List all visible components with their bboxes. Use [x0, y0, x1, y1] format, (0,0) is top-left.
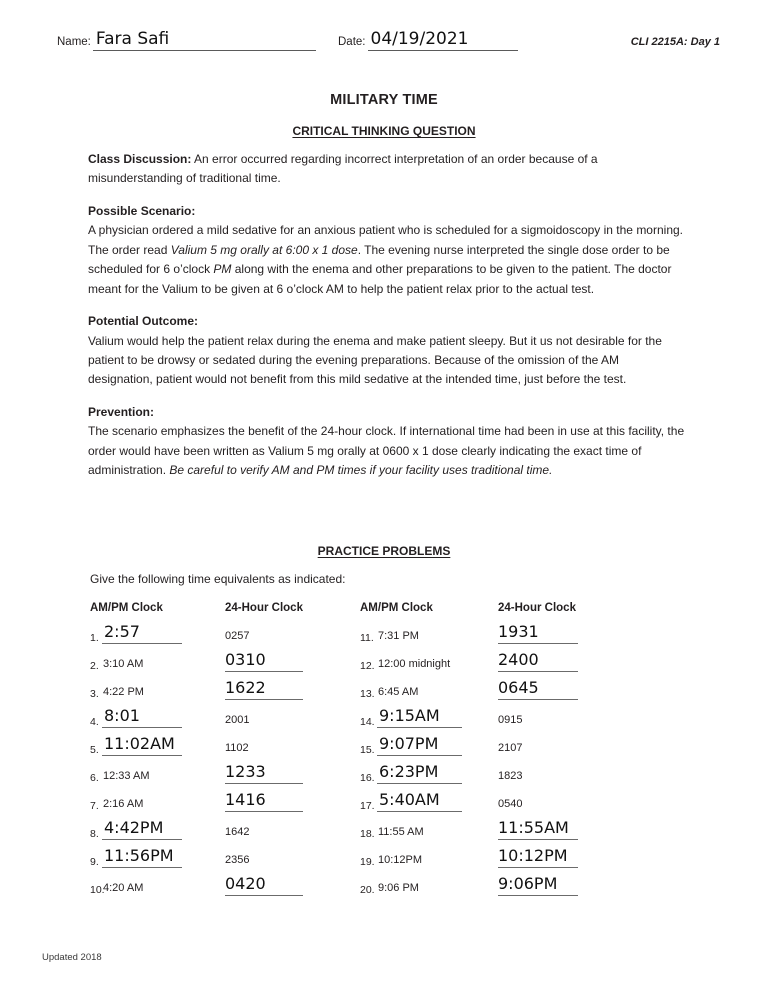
problem-number: 9.	[90, 855, 99, 868]
given-value: 0257	[225, 630, 250, 642]
problem-number: 14.	[360, 715, 375, 728]
problem-row	[0, 760, 768, 788]
given-value: 0540	[498, 798, 523, 810]
problem-cell-military[interactable]	[498, 620, 648, 648]
problem-cell-military	[498, 732, 648, 760]
practice-problems-title	[0, 544, 768, 558]
problem-row	[0, 704, 768, 732]
problem-number: 13.	[360, 687, 375, 700]
name-input-line[interactable]	[93, 29, 316, 51]
column-header-ampm-1: AM/PM Clock	[90, 602, 163, 614]
given-value: 3:10 AM	[103, 658, 144, 670]
answer-value: 9:07PM	[379, 734, 439, 753]
prevention-italic-note: Be careful to verify AM and PM times if your facility uses traditional time.	[169, 463, 553, 478]
problem-row	[0, 648, 768, 676]
given-value: 1823	[498, 770, 523, 782]
answer-value: 9:15AM	[379, 706, 440, 725]
class-discussion-paragraph	[88, 150, 686, 189]
column-header-24hour-2: 24-Hour Clock	[498, 602, 576, 614]
problem-number: 12.	[360, 659, 375, 672]
class-discussion-section	[88, 150, 686, 189]
answer-underline	[498, 643, 578, 644]
possible-scenario-part3: along with the enema and other preparations to be given to the patient. The doctor meant for the Valium to be given at 6 o’clock AM to help the patient relax prior to the actual test.	[88, 262, 672, 296]
answer-underline	[498, 867, 578, 868]
problem-cell-ampm	[360, 872, 498, 900]
given-value: 1102	[225, 742, 249, 754]
problem-cell-ampm[interactable]	[360, 732, 498, 760]
date-field[interactable]	[338, 29, 518, 51]
date-underline	[368, 50, 518, 51]
problem-number: 16.	[360, 771, 375, 784]
answer-value: 9:06PM	[498, 874, 558, 893]
date-input-line[interactable]	[368, 29, 518, 51]
answer-value: 2:57	[104, 622, 140, 641]
answer-underline	[377, 755, 462, 756]
problem-cell-military	[498, 760, 648, 788]
possible-scenario-section	[88, 202, 686, 299]
prevention-section	[88, 403, 686, 481]
prevention-heading: Prevention:	[88, 404, 155, 419]
answer-value: 0310	[225, 650, 266, 669]
problem-row	[0, 620, 768, 648]
answer-value: 2400	[498, 650, 539, 669]
answer-underline	[498, 671, 578, 672]
class-discussion-lead: Class Discussion:	[88, 152, 192, 166]
prevention-paragraph	[88, 422, 686, 480]
problem-number: 17.	[360, 799, 375, 812]
given-value: 0915	[498, 714, 523, 726]
possible-scenario-pm-italic: PM	[213, 262, 232, 277]
problem-cell-ampm[interactable]	[360, 760, 498, 788]
answer-value: 11:55AM	[498, 818, 569, 837]
given-value: 2107	[498, 742, 523, 754]
problem-row	[0, 732, 768, 760]
problem-number: 10.	[90, 883, 105, 896]
problem-cell-military[interactable]	[498, 648, 648, 676]
answer-value: 1416	[225, 790, 266, 809]
problem-cell-ampm	[360, 648, 498, 676]
problem-row	[0, 676, 768, 704]
practice-column-headers	[0, 602, 768, 618]
problem-cell-military[interactable]	[498, 816, 648, 844]
problem-cell-military[interactable]	[498, 676, 648, 704]
answer-value: 11:02AM	[104, 734, 175, 753]
given-value: 4:20 AM	[103, 882, 144, 894]
potential-outcome-heading: Potential Outcome:	[88, 314, 199, 329]
answer-value: 0420	[225, 874, 266, 893]
answer-value: 1931	[498, 622, 539, 641]
given-value: 12:33 AM	[103, 770, 150, 782]
footer-updated: Updated 2018	[42, 952, 102, 963]
problem-number: 7.	[90, 799, 99, 812]
problem-number: 1.	[90, 631, 99, 644]
practice-instructions: Give the following time equivalents as indicated:	[90, 572, 346, 586]
problem-cell-ampm	[360, 816, 498, 844]
problem-cell-ampm	[360, 844, 498, 872]
class-discussion-text: An error occurred regarding incorrect interpretation of an order because of a misunderstanding of traditional time.	[88, 152, 598, 186]
potential-outcome-paragraph: Valium would help the patient relax during the enema and make patient sleepy. But it us not desirable for the patient to be drowsy or sedated during the evening preparations. Because of the omission of the AM designation, patient would not benefit from this mild sedative at the intended time, just before the test.	[88, 333, 662, 387]
problem-number: 5.	[90, 743, 99, 756]
given-value: 6:45 AM	[378, 686, 419, 698]
prevention-part1: The scenario emphasizes the benefit of the 24-hour clock. If international time had been in use at this facility, the order would have been written as Valium 5 mg orally at 0600 x 1 dose clearly indicating the exact time of administration.	[88, 424, 685, 478]
given-value: 10:12PM	[378, 854, 423, 866]
problem-number: 19.	[360, 855, 375, 868]
answer-value: 1622	[225, 678, 266, 697]
answer-value: 5:40AM	[379, 790, 440, 809]
date-label: Date:	[338, 36, 366, 48]
date-value: 04/19/2021	[370, 29, 469, 49]
problem-number: 11.	[360, 631, 374, 644]
problem-row	[0, 816, 768, 844]
section-subtitle-text: CRITICAL THINKING QUESTION	[292, 124, 476, 138]
course-code: CLI 2215A: Day 1	[630, 36, 720, 48]
given-value: 7:31 PM	[378, 630, 419, 642]
problem-number: 15.	[360, 743, 375, 756]
problem-number: 2.	[90, 659, 99, 672]
possible-scenario-heading: Possible Scenario:	[88, 203, 196, 218]
problem-cell-military	[498, 704, 648, 732]
given-value: 2356	[225, 854, 250, 866]
problem-row	[0, 788, 768, 816]
possible-scenario-part1: A physician ordered a mild sedative for an anxious patient who is scheduled for a sigmoidoscopy in the morning. The order read	[88, 223, 684, 257]
given-value: 1642	[225, 826, 250, 838]
problem-row	[0, 844, 768, 872]
name-value: Fara Safi	[95, 29, 170, 49]
answer-underline	[377, 783, 462, 784]
possible-scenario-part2: . The evening nurse interpreted the single dose order to be scheduled for 6 o’clock	[88, 242, 670, 277]
problem-number: 20.	[360, 883, 375, 896]
problem-number: 6.	[90, 771, 99, 784]
answer-value: 0645	[498, 678, 539, 697]
answer-value: 6:23PM	[379, 762, 439, 781]
given-value: 9:06 PM	[378, 882, 419, 894]
page-title: MILITARY TIME	[330, 92, 438, 108]
problem-cell-military[interactable]	[498, 844, 648, 872]
name-underline	[93, 50, 316, 51]
answer-underline	[498, 839, 578, 840]
answer-value: 8:01	[104, 706, 140, 725]
problem-cell-military	[498, 788, 648, 816]
answer-value: 1233	[225, 762, 266, 781]
given-value: 4:22 PM	[103, 686, 144, 698]
section-subtitle	[0, 124, 768, 138]
problem-cell-ampm	[360, 676, 498, 704]
potential-outcome-section	[88, 312, 686, 390]
problem-number: 8.	[90, 827, 99, 840]
name-label: Name:	[57, 36, 91, 48]
answer-underline	[498, 895, 578, 896]
answer-underline	[377, 811, 462, 812]
given-value: 2001	[225, 714, 250, 726]
answer-value: 11:56PM	[104, 846, 174, 865]
given-value: 2:16 AM	[103, 798, 144, 810]
practice-problems-title-text: PRACTICE PROBLEMS	[317, 544, 451, 558]
given-value: 12:00 midnight	[378, 658, 451, 670]
answer-value: 4:42PM	[104, 818, 164, 837]
problem-number: 4.	[90, 715, 99, 728]
possible-scenario-paragraph	[88, 221, 686, 299]
problem-cell-ampm[interactable]	[360, 704, 498, 732]
column-header-24hour-1: 24-Hour Clock	[225, 602, 303, 614]
problem-cell-ampm	[360, 620, 498, 648]
answer-underline	[498, 699, 578, 700]
given-value: 11:55 AM	[378, 826, 424, 838]
problem-number: 3.	[90, 687, 99, 700]
problem-cell-ampm[interactable]	[360, 788, 498, 816]
name-field[interactable]	[57, 29, 316, 51]
problem-row	[0, 872, 768, 900]
possible-scenario-order-italic: Valium 5 mg orally at 6:00 x 1 dose	[170, 242, 358, 257]
problem-number: 18.	[360, 827, 375, 840]
answer-value: 10:12PM	[498, 846, 568, 865]
answer-underline	[377, 727, 462, 728]
problem-cell-military[interactable]	[498, 872, 648, 900]
document-body	[88, 150, 686, 494]
column-header-ampm-2: AM/PM Clock	[360, 602, 433, 614]
